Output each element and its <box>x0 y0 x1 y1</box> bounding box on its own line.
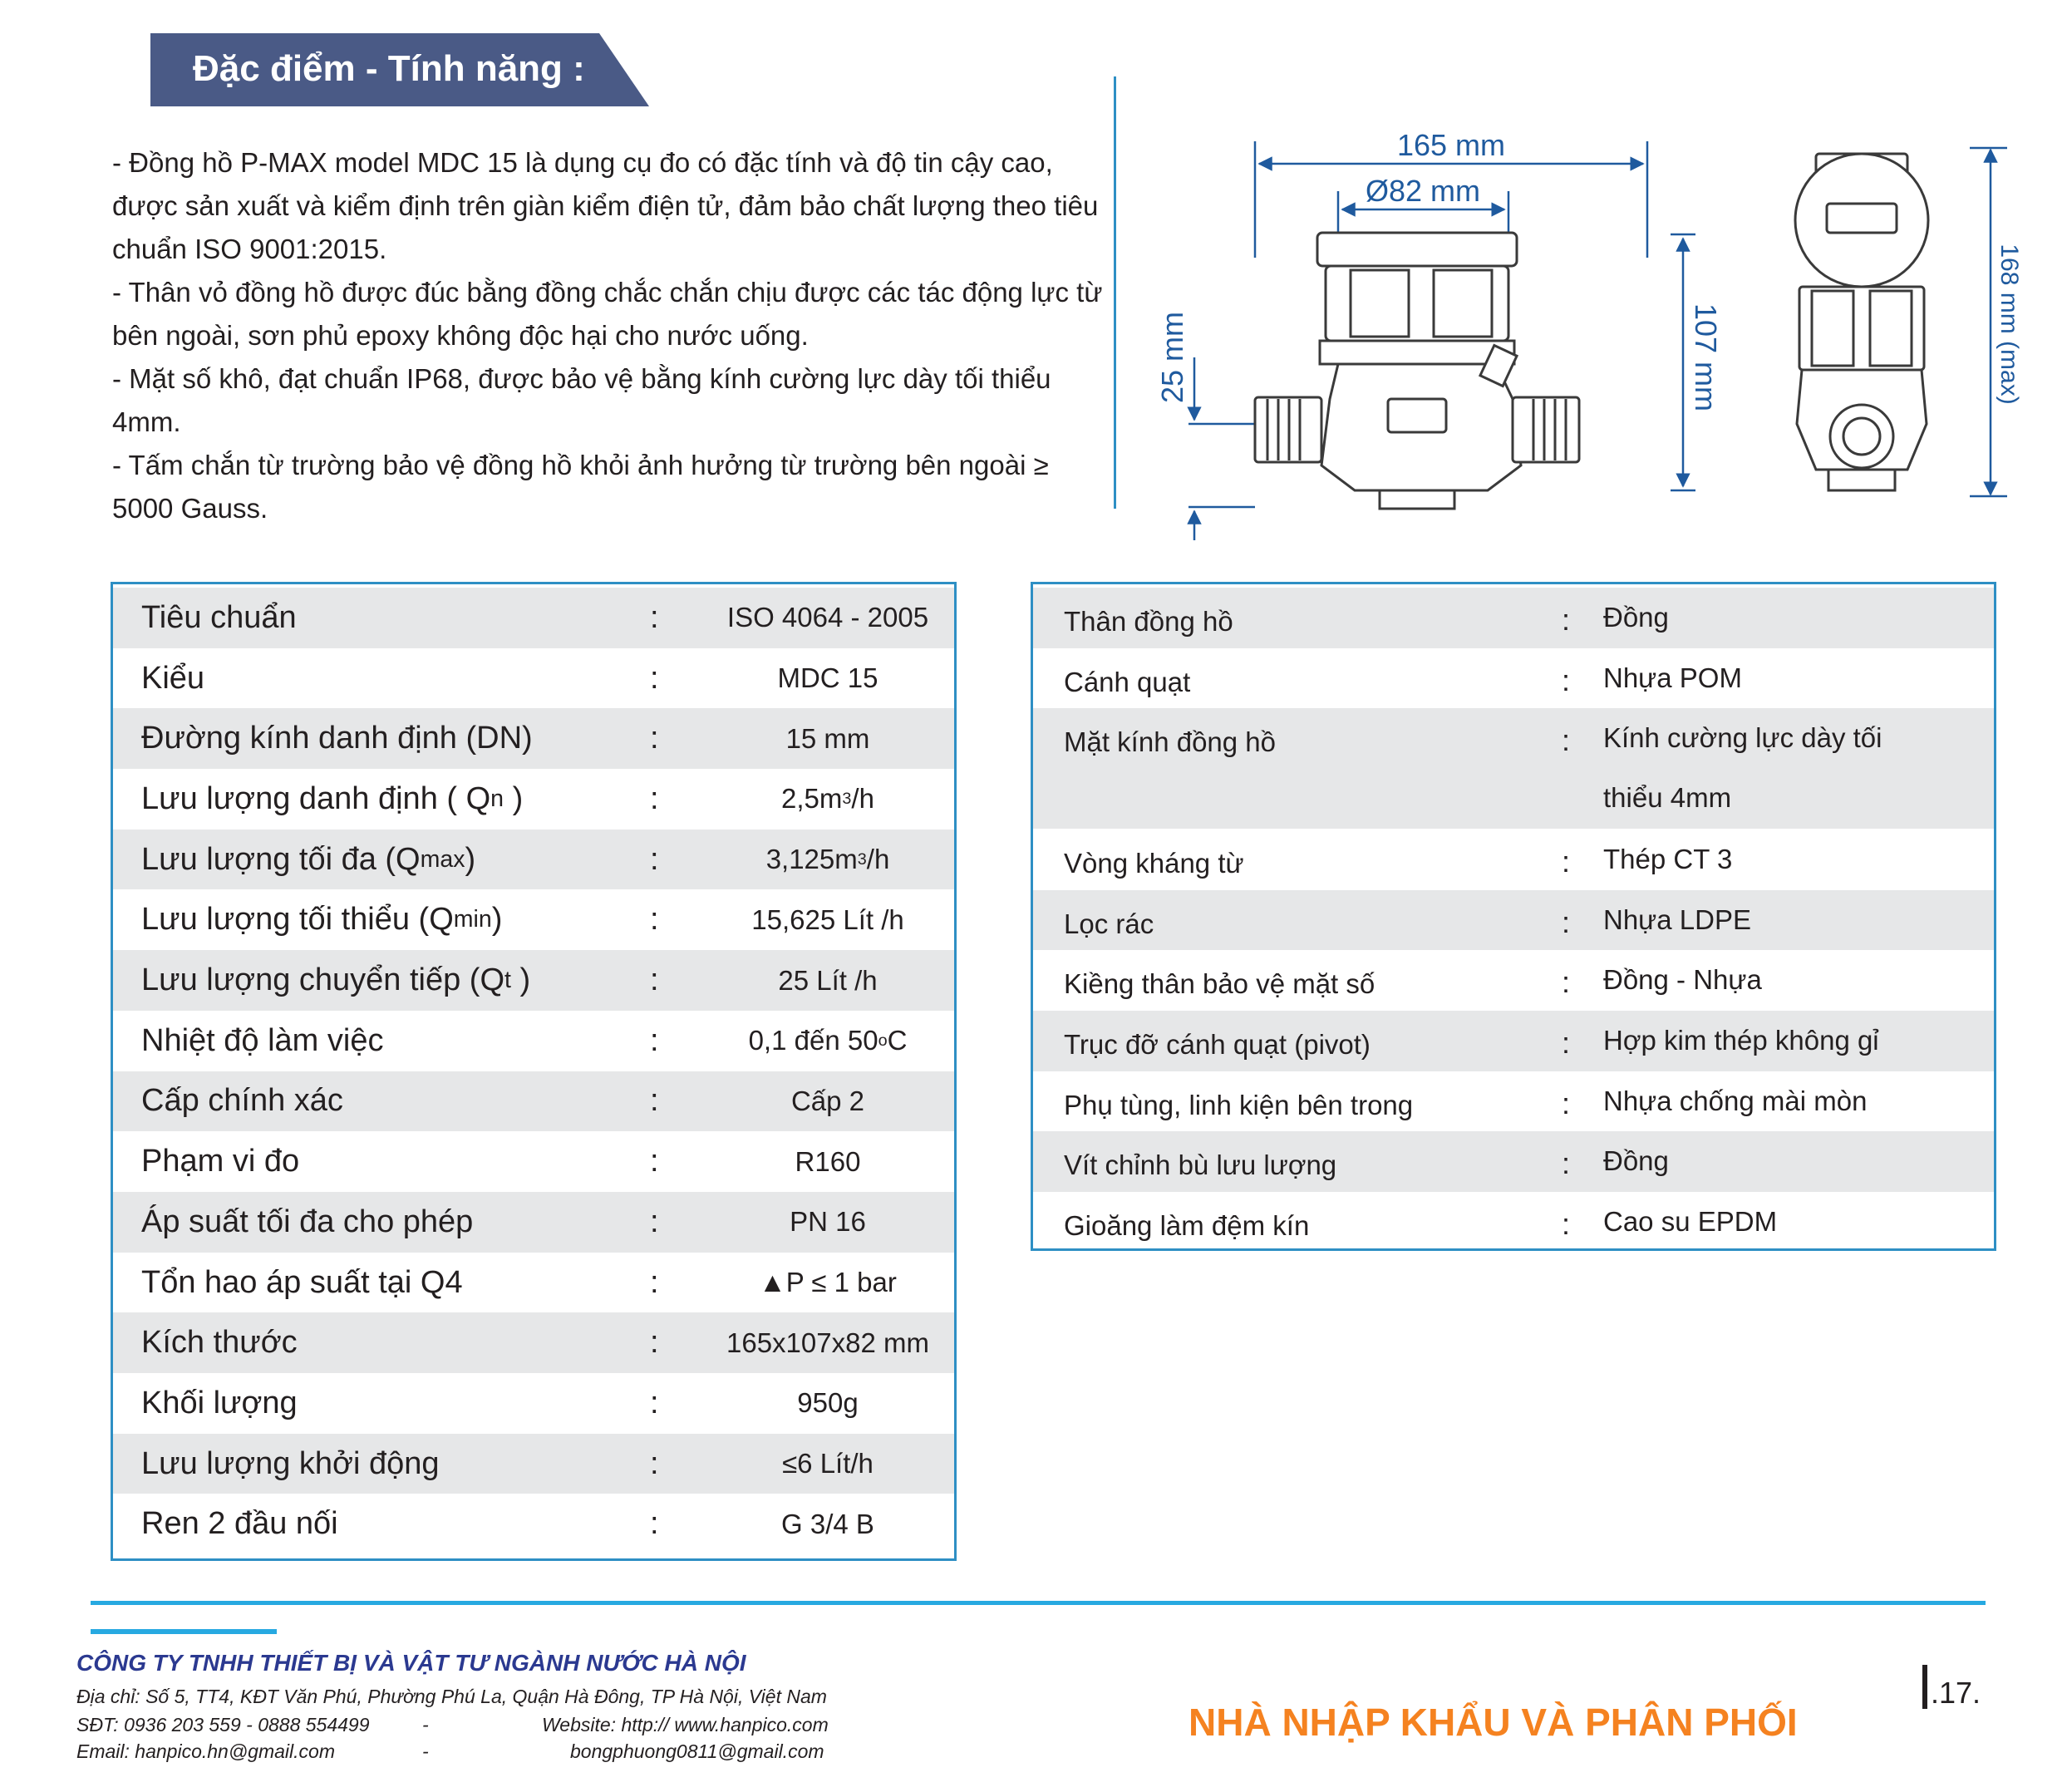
spec-label-part: ) <box>510 962 531 998</box>
material-value: Nhựa chống mài mòn <box>1603 1085 1868 1116</box>
dim-height-label: 107 mm <box>1689 303 1723 412</box>
spec-colon: : <box>650 1325 659 1361</box>
page-number-bar <box>1922 1665 1927 1709</box>
spec-colon: : <box>650 902 659 938</box>
spec-colon: : <box>650 1445 659 1481</box>
material-colon: : <box>1562 1207 1571 1241</box>
material-colon: : <box>1562 1146 1571 1181</box>
spec-label-part: ) <box>504 780 524 816</box>
spec-row <box>113 1192 954 1253</box>
material-label: Vòng kháng từ <box>1064 847 1244 879</box>
spec-label-text: Cấp chính xác <box>141 1083 343 1119</box>
spec-label <box>141 950 530 1011</box>
material-colon: : <box>1562 1086 1571 1120</box>
spec-value-part: C <box>887 1025 908 1056</box>
spec-label-text: Kiểu <box>141 660 205 696</box>
spec-label <box>141 769 523 830</box>
footer-separator: - <box>422 1714 429 1735</box>
material-value: Thép CT 3 <box>1603 843 1733 874</box>
spec-value <box>695 950 961 1011</box>
spec-label <box>141 648 204 709</box>
company-email-secondary: bongphuong0811@gmail.com <box>570 1740 824 1762</box>
spec-row <box>113 1373 954 1434</box>
meter-dimension-drawing <box>1097 75 2045 540</box>
description-paragraph: - Đồng hồ P-MAX model MDC 15 là dụng cụ đo có đặc tính và độ tin cậy cao, được sản xuất và kiểm định trên giàn kiểm điện tử, đảm bảo chất lượng theo tiêu chuẩn ISO 9001:2015. <box>112 147 1099 264</box>
material-label: Phụ tùng, linh kiện bên trong <box>1064 1089 1414 1120</box>
spec-label-text: Áp suất tối đa cho phép <box>141 1204 474 1239</box>
spec-value <box>695 1312 961 1373</box>
spec-value-part: /h <box>851 783 874 815</box>
spec-colon: : <box>650 962 659 998</box>
material-colon: : <box>1562 1025 1571 1060</box>
material-row <box>1033 708 1994 829</box>
spec-row <box>113 830 954 890</box>
dim-max-height-label: 168 mm (max) <box>1996 244 2023 405</box>
company-name: CÔNG TY TNHH THIẾT BỊ VÀ VẬT TƯ NGÀNH NƯỚC HÀ NỘI <box>76 1650 746 1676</box>
spec-label <box>141 588 297 648</box>
spec-label-text: Khối lượng <box>141 1385 298 1420</box>
material-label: Mặt kính đồng hồ <box>1064 726 1277 758</box>
spec-value <box>695 890 961 951</box>
spec-value-part: /h <box>866 844 890 875</box>
material-label: Kiềng thân bảo vệ mặt số <box>1064 968 1375 1000</box>
spec-label-text: Phạm vi đo <box>141 1144 300 1179</box>
page-number: .17. <box>1931 1676 1981 1710</box>
spec-label <box>141 1011 383 1071</box>
spec-label-text: Tổn hao áp suất tại Q4 <box>141 1264 463 1300</box>
spec-label-text: Nhiệt độ làm việc <box>141 1022 384 1058</box>
spec-value-text: 950g <box>797 1387 859 1419</box>
spec-label-text: Tiêu chuẩn <box>141 599 297 635</box>
distributor-label: NHÀ NHẬP KHẨU VÀ PHÂN PHỐI <box>1188 1701 1798 1744</box>
spec-value <box>695 708 961 769</box>
spec-value <box>695 1131 961 1192</box>
material-row <box>1033 950 1994 1011</box>
spec-label-part: Lưu lượng danh định ( Q <box>141 780 491 816</box>
spec-label-part: Lưu lượng tối thiểu (Q <box>141 902 454 938</box>
material-colon: : <box>1562 844 1571 879</box>
meter-side-view <box>1255 233 1579 509</box>
material-label: Lọc rác <box>1064 908 1154 939</box>
spec-row <box>113 890 954 951</box>
spec-label <box>141 1131 299 1192</box>
spec-label-part: min <box>453 906 492 933</box>
spec-value-text: R160 <box>795 1145 861 1177</box>
section-title: Đặc điểm - Tính năng : <box>193 48 585 89</box>
dim-diameter-label: Ø82 mm <box>1365 174 1481 208</box>
spec-row <box>113 1131 954 1192</box>
dim-length-label: 165 mm <box>1396 128 1506 162</box>
spec-label-text: Đường kính danh định (DN) <box>141 721 533 756</box>
spec-label <box>141 1253 463 1313</box>
material-value <box>1603 708 1952 829</box>
material-label: Vít chỉnh bù lưu lượng <box>1064 1150 1337 1181</box>
material-value-line: thiểu 4mm <box>1603 782 1732 814</box>
spec-value <box>695 1192 961 1253</box>
company-website: Website: http:// www.hanpico.com <box>542 1714 829 1735</box>
material-label: Cánh quạt <box>1064 666 1191 697</box>
material-value: Đồng <box>1603 1145 1669 1177</box>
spec-label <box>141 1494 338 1555</box>
description-paragraph: - Thân vỏ đồng hồ được đúc bằng đồng chắc chắn chịu được các tác động lực từ bên ngoài, sơn phủ epoxy không độc hại cho nước uống. <box>112 277 1103 351</box>
material-colon: : <box>1562 723 1571 758</box>
spec-label-part: ) <box>491 902 503 938</box>
spec-value-text: 15 mm <box>785 722 870 754</box>
spec-label-part: n <box>490 785 504 812</box>
spec-label <box>141 1312 298 1373</box>
spec-colon: : <box>650 721 659 756</box>
spec-label <box>141 1373 298 1434</box>
material-value: Hợp kim thép không gỉ <box>1603 1024 1879 1056</box>
footer-rule <box>91 1601 1986 1605</box>
spec-row <box>113 950 954 1011</box>
spec-colon: : <box>650 1264 659 1300</box>
spec-row <box>113 1071 954 1132</box>
spec-label-text: Ren 2 đầu nối <box>141 1506 338 1542</box>
material-row <box>1033 890 1994 951</box>
spec-value <box>695 1373 961 1434</box>
description <box>112 141 1110 530</box>
spec-row <box>113 1312 954 1373</box>
spec-colon: : <box>650 1506 659 1542</box>
spec-colon: : <box>650 780 659 816</box>
spec-value-text: 15,625 Lít /h <box>751 903 904 935</box>
spec-value-text: ISO 4064 - 2005 <box>726 602 929 633</box>
spec-label <box>141 708 533 769</box>
footer-separator: - <box>422 1740 429 1762</box>
material-label: Thân đồng hồ <box>1064 606 1233 637</box>
spec-label-part: ) <box>465 841 476 877</box>
spec-value-text: 25 Lít /h <box>778 964 878 996</box>
spec-value-text: Cấp 2 <box>790 1085 865 1116</box>
spec-row <box>113 588 954 648</box>
spec-value-text: PN 16 <box>790 1206 866 1238</box>
spec-label-text: Lưu lượng khởi động <box>141 1445 440 1481</box>
materials-table <box>1031 582 1996 1251</box>
spec-colon: : <box>650 841 659 877</box>
specifications-table <box>111 582 957 1561</box>
material-label: Gioăng làm đệm kín <box>1064 1210 1310 1241</box>
material-row <box>1033 830 1994 890</box>
company-address: Địa chỉ: Số 5, TT4, KĐT Văn Phú, Phường Phú La, Quận Hà Đông, TP Hà Nội, Việt Nam <box>76 1686 827 1707</box>
spec-value <box>695 1071 961 1132</box>
spec-label <box>141 1192 473 1253</box>
material-colon: : <box>1562 662 1571 697</box>
spec-label-part: t <box>504 967 511 994</box>
spec-colon: : <box>650 1204 659 1239</box>
material-value: Đồng - Nhựa <box>1603 964 1762 996</box>
spec-colon: : <box>650 1083 659 1119</box>
material-colon: : <box>1562 965 1571 1000</box>
footer-accent-rule <box>91 1629 277 1634</box>
spec-value-text: ≤6 Lít/h <box>782 1448 874 1479</box>
material-row <box>1033 1192 1994 1253</box>
spec-value-text: MDC 15 <box>777 662 878 694</box>
spec-value <box>695 1434 961 1494</box>
spec-label <box>141 890 502 951</box>
material-row <box>1033 648 1994 709</box>
material-value: Cao su EPDM <box>1603 1206 1778 1237</box>
spec-label-text: Kích thước <box>141 1325 298 1361</box>
spec-value: 2,5m 3 /h <box>781 783 874 815</box>
spec-row <box>113 708 954 769</box>
spec-row <box>113 1494 954 1555</box>
spec-label-part: Lưu lượng tối đa (Q <box>141 841 421 877</box>
spec-value: 0,1 đến 50 o C <box>748 1025 908 1056</box>
spec-colon: : <box>650 1144 659 1179</box>
spec-value-text: G 3/4 B <box>781 1508 874 1539</box>
spec-colon: : <box>650 599 659 635</box>
spec-row <box>113 1253 954 1313</box>
material-colon: : <box>1562 603 1571 637</box>
spec-label-part: max <box>420 845 465 873</box>
spec-value-text: 165x107x82 mm <box>726 1327 929 1358</box>
description-paragraph: - Mặt số khô, đạt chuẩn IP68, được bảo vệ bằng kính cường lực dày tối thiểu 4mm. <box>112 363 1051 437</box>
spec-row <box>113 648 954 709</box>
material-value-line: Kính cường lực dày tối <box>1603 722 1882 754</box>
spec-value-part: 3,125m <box>765 844 858 875</box>
spec-label <box>141 1434 439 1494</box>
meter-front-view <box>1795 154 1928 490</box>
spec-value-part: 0,1 đến 50 <box>748 1025 878 1056</box>
material-colon: : <box>1562 904 1571 939</box>
spec-row <box>113 1434 954 1494</box>
material-row <box>1033 588 1994 648</box>
spec-label <box>141 830 475 890</box>
material-row <box>1033 1131 1994 1192</box>
material-row <box>1033 1011 1994 1071</box>
spec-label-part: Lưu lượng chuyển tiếp (Q <box>141 962 505 998</box>
spec-value <box>695 1494 961 1555</box>
spec-value-part: 2,5m <box>781 783 843 815</box>
material-row <box>1033 1071 1994 1132</box>
spec-value-text: ▲P ≤ 1 bar <box>759 1267 897 1298</box>
spec-colon: : <box>650 1385 659 1420</box>
spec-value <box>695 648 961 709</box>
material-value: Nhựa POM <box>1603 662 1742 693</box>
spec-colon: : <box>650 1022 659 1058</box>
spec-label <box>141 1071 343 1132</box>
spec-colon: : <box>650 660 659 696</box>
spec-row <box>113 769 954 830</box>
company-phone: SĐT: 0936 203 559 - 0888 554499 <box>76 1714 370 1735</box>
spec-row <box>113 1011 954 1071</box>
description-paragraph: - Tấm chắn từ trường bảo vệ đồng hồ khỏi ảnh hưởng từ trường bên ngoài ≥ 5000 Gauss. <box>112 450 1049 524</box>
spec-value <box>695 1253 961 1313</box>
company-email: Email: hanpico.hn@gmail.com <box>76 1740 335 1762</box>
material-value: Đồng <box>1603 602 1669 633</box>
spec-value <box>695 588 961 648</box>
material-label: Trục đỡ cánh quạt (pivot) <box>1064 1028 1371 1060</box>
spec-value: 3,125m 3 /h <box>765 844 890 875</box>
material-value: Nhựa LDPE <box>1603 903 1752 935</box>
dim-axis-label: 25 mm <box>1155 311 1189 404</box>
